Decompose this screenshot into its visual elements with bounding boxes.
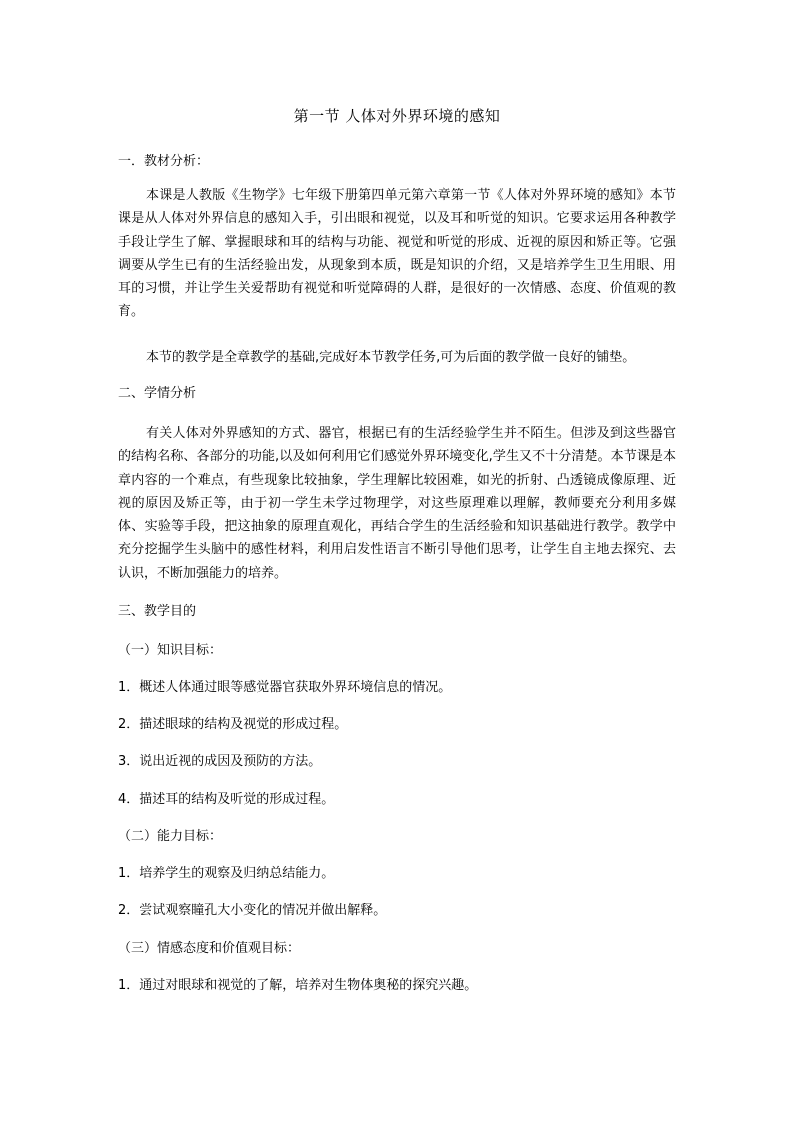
subheading-ability-goals: （二）能力目标：: [118, 829, 223, 844]
section-heading-teaching-goals: 三、教学目的: [118, 604, 197, 619]
section-heading-learner-analysis: 二、学情分析: [118, 386, 197, 401]
paragraph-textbook-analysis: 本课是人教版《生物学》七年级下册第四单元第六章第一节《人体对外界环境的感知》本节课是从人体对外界信息的感知入手，引出眼和视觉，以及耳和听觉的知识。它要求运用各种教学手段让学生了解、掌握眼球和耳的结构与功能、视觉和听觉的形成、近视的原因和矫正等。它强调要从学生已有的生活经验出发，从现象到本质，既是知识的介绍，又是培养学生卫生用眼、用耳的习惯，并让学生关爱帮助有视觉和听觉障碍的人群，是很好的一次情感、态度、价值观的教育。: [118, 188, 676, 320]
list-item: 3．说出近视的成因及预防的方法。: [118, 754, 322, 769]
list-item: 1．概述人体通过眼等感觉器官获取外界环境信息的情况。: [118, 680, 452, 695]
section-heading-textbook-analysis: 一．教材分析：: [118, 154, 210, 169]
subheading-knowledge-goals: （一）知识目标：: [118, 643, 223, 658]
list-item: 1．培养学生的观察及归纳总结能力。: [118, 866, 335, 881]
paragraph-foundation: 本节的教学是全章教学的基础,完成好本节教学任务,可为后面的教学做一良好的铺垫。: [146, 350, 636, 365]
paragraph-learner-analysis: 有关人体对外界感知的方式、器官，根据已有的生活经验学生并不陌生。但涉及到这些器官的结构名称、各部分的功能,以及如何利用它们感觉外界环境变化,学生又不十分清楚。本节课是本章内容的一个难点，有些现象比较抽象，学生理解比较困难，如光的折射、凸透镜成像原理、近视的原因及矫正等，由于初一学生未学过物理学，对这些原理难以理解，教师要充分利用多媒体、实验等手段，把这抽象的原理直观化，再结合学生的生活经验和知识基础进行教学。教学中充分挖掘学生头脑中的感性材料，利用启发性语言不断引导他们思考，让学生自主地去探究、去认识，不断加强能力的培养。: [118, 426, 676, 581]
list-item: 2．描述眼球的结构及视觉的形成过程。: [118, 717, 348, 732]
subheading-emotion-goals: （三）情感态度和价值观目标：: [118, 941, 301, 956]
document-title: 第一节 人体对外界环境的感知: [293, 107, 501, 125]
list-item: 1．通过对眼球和视觉的了解，培养对生物体奥秘的探究兴趣。: [118, 978, 478, 993]
list-item: 2．尝试观察瞳孔大小变化的情况并做出解释。: [118, 903, 387, 918]
list-item: 4．描述耳的结构及听觉的形成过程。: [118, 792, 335, 807]
